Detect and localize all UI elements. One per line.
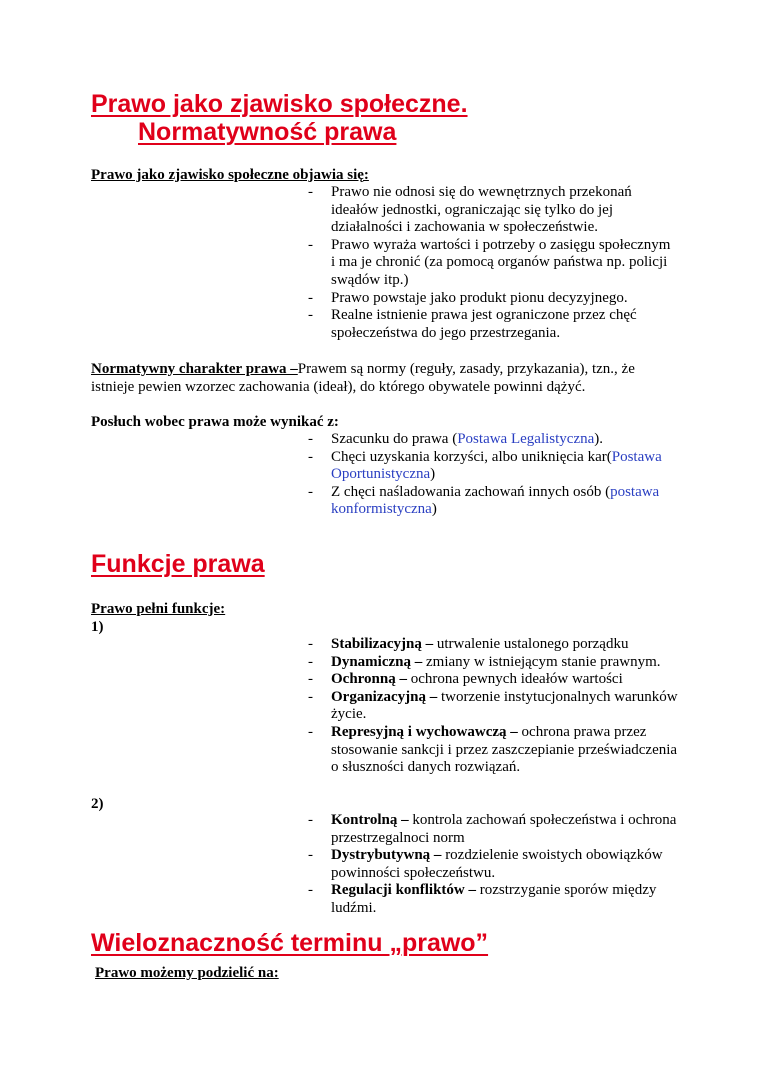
funkcje-subtitle: Prawo pełni funkcje: [91,601,226,617]
list-item-text: Chęci uzyskania korzyści, albo uniknięcia kar( [331,448,612,465]
posluch-title: Posłuch wobec prawa może wynikać z: [91,414,339,430]
dash-marker: - [308,431,313,447]
list-item [308,724,678,777]
list-item [308,689,678,724]
list-item [308,184,678,237]
list-item [308,237,678,290]
list-item-text: Prawo nie odnosi się do wewnętrznych przekonań ideałów jednostki, ograniczając się tylko do jej działalności i zachowania w społeczeństwie. [331,184,632,236]
posluch-list [308,431,678,519]
list-item [308,290,678,308]
heading-prawo-zjawisko: Prawo jako zjawisko społeczne. [91,90,468,118]
list-item-text: Realne istnienie prawa jest ograniczone przez chęć społeczeństwa do jego przestrzegania. [331,307,637,341]
funkcja-term: Represyjną i wychowawczą – [331,723,518,740]
podzial-subtitle: Prawo możemy podzielić na: [95,965,279,981]
funkcja-desc: zmiany w istniejącym stanie prawnym. [422,653,661,670]
list-item-end: ) [431,501,437,518]
list-item [308,636,678,654]
funkcja-term: Regulacji konfliktów – [331,882,477,899]
heading-normatywnosc: Normatywność prawa [138,118,397,146]
funkcja-desc: kontrola zachowań społeczeństwa i ochrona przestrzegalnoci norm [331,812,677,846]
normatywny-label: Normatywny charakter prawa – [91,361,298,377]
heading-wieloznacznosc: Wieloznaczność terminu „prawo” [91,929,489,957]
list-item [308,847,678,882]
list-item-text: Szacunku do prawa ( [331,431,458,447]
dash-marker: - [308,184,313,200]
list-item-end: ) [430,466,436,483]
funkcja-desc: tworzenie instytucjonalnych warunków życie. [331,688,678,723]
list-item-text: Prawo wyraża wartości i potrzeby o zasięgu społecznym i ma je chronić (za pomocą organów państwa np. policji swądów itp.) [331,236,671,288]
funkcja-term: Dynamiczną – [331,653,423,670]
dash-marker: - [308,847,313,864]
list-item-end: ). [594,431,604,447]
list-item [308,307,678,342]
funkcja-desc: rozdzielenie swoistych obowiązków powinności społeczeństwu. [331,847,663,881]
funkcja-term: Stabilizacyjną – [331,636,434,652]
dash-marker: - [308,723,313,740]
dash-marker: - [308,483,313,500]
dash-marker: - [308,289,313,306]
postawa-term: postawa konformistyczna [331,483,660,518]
list-item [308,484,678,519]
funkcja-term: Kontrolną – [331,812,409,828]
funkcja-term: Dystrybutywną – [331,847,442,864]
dash-marker: - [308,636,313,652]
postawa-term: Postawa Oportunistyczna [331,448,662,483]
dash-marker: - [308,812,313,828]
dash-marker: - [308,236,313,253]
list-item [308,671,678,689]
list-item [308,654,678,672]
postawa-term: Postawa Legalistyczna [457,431,595,447]
objawia-list [308,184,678,342]
funkcja-desc: rozstrzyganie sporów między ludźmi. [331,882,657,916]
dash-marker: - [308,448,313,465]
section-subtitle-objawia: Prawo jako zjawisko społeczne objawia się: [91,167,369,183]
group-label-1: 1) [91,619,104,635]
list-item [308,812,678,847]
group-label-2: 2) [91,796,104,812]
dash-marker: - [308,882,313,899]
funkcja-desc: ochrona pewnych ideałów wartości [407,671,623,688]
dash-marker: - [308,671,313,688]
funkcje-list-2 [308,812,678,918]
dash-marker: - [308,688,313,705]
normatywny-text: Prawem są normy (reguły, zasady, przykazania), tzn., że istnieje pewien wzorzec zachowania (ideał), do którego obywatele powinni dążyć. [91,361,635,395]
funkcja-desc: utrwalenie ustalonego porządku [433,636,629,652]
funkcja-desc: ochrona prawa przez stosowanie sankcji i przez zaszczepianie przeświadczenia o słuszności danych rozwiązań. [331,723,678,776]
funkcja-term: Ochronną – [331,671,407,688]
heading-funkcje: Funkcje prawa [91,550,265,578]
list-item [308,449,678,484]
list-item [308,431,678,449]
list-item [308,882,678,917]
normatywny-paragraph [91,360,671,396]
dash-marker: - [308,653,313,670]
dash-marker: - [308,307,313,324]
funkcja-term: Organizacyjną – [331,688,438,705]
list-item-text: Z chęci naśladowania zachowań innych osób ( [331,483,611,500]
funkcje-list-1 [308,636,678,777]
list-item-text: Prawo powstaje jako produkt pionu decyzyjnego. [331,289,628,306]
